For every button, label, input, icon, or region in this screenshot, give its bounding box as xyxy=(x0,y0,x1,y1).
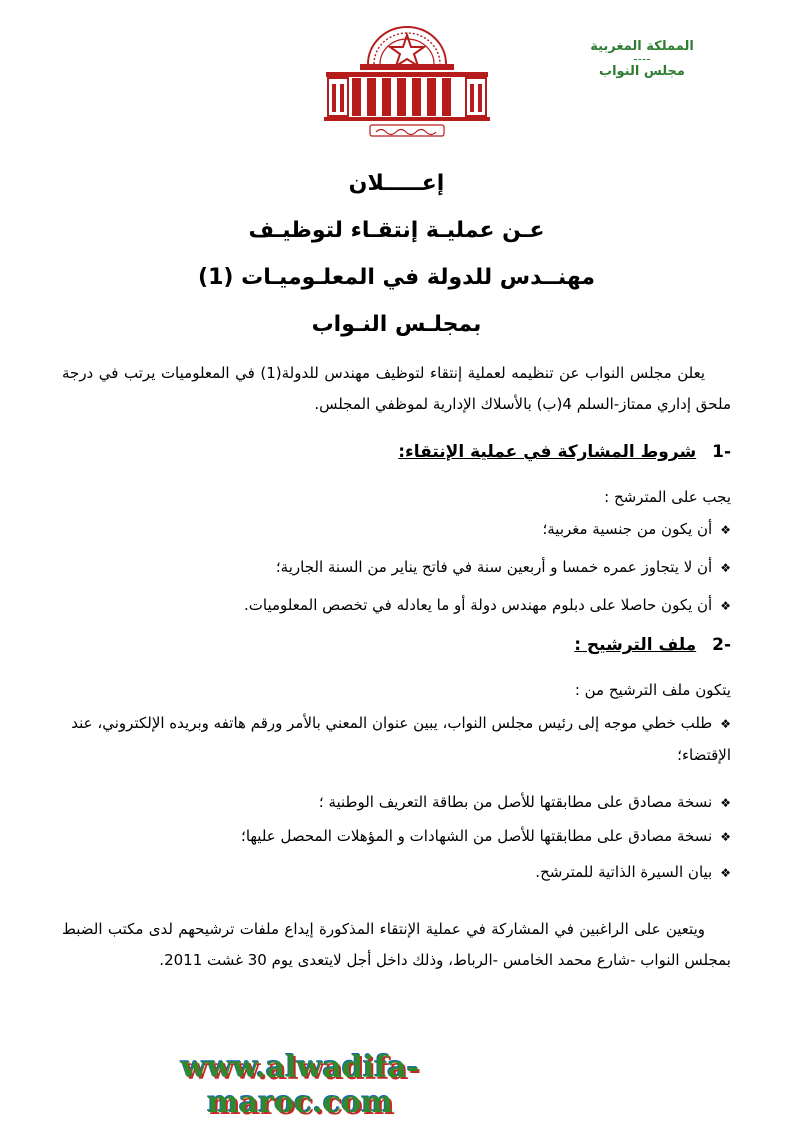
list-item: ❖أن لا يتجاوز عمره خمسا و أربعين سنة في فاتح يناير من السنة الجارية؛ xyxy=(276,552,731,583)
list-item: ❖أن يكون من جنسية مغربية؛ xyxy=(542,514,731,545)
section-1-lead: يجب على المترشح : xyxy=(604,488,731,506)
bullet-icon: ❖ xyxy=(720,523,731,537)
kingdom-name: المملكة المغربية xyxy=(590,39,694,54)
section-1-title: شروط المشاركة في عملية الإنتقاء: xyxy=(398,442,697,462)
list-item: ❖أن يكون حاصلا على دبلوم مهندس دولة أو ما يعادله في تخصص المعلوميات. xyxy=(244,590,731,621)
watermark-url: www.alwadifa-maroc.com xyxy=(180,1050,420,1120)
list-item: ❖بيان السيرة الذاتية للمترشح. xyxy=(535,857,731,888)
parliament-emblem-icon xyxy=(318,22,496,140)
title-line-2: عـن عمليـة إنتقـاء لتوظيـف xyxy=(248,218,545,243)
bullet-icon: ❖ xyxy=(720,561,731,575)
title-line-4: بمجلـس النـواب xyxy=(311,312,482,337)
section-1-heading xyxy=(398,437,731,467)
bullet-icon: ❖ xyxy=(720,830,731,844)
header-separator xyxy=(587,55,697,63)
bullet-icon: ❖ xyxy=(720,796,731,810)
intro-paragraph: يعلن مجلس النواب عن تنظيمه لعملية إنتقاء لتوظيف مهندس للدولة(1) في المعلوميات يرتب في درجة ملحق إداري ممتاز-السلم 4(ب) بالأسلاك الإدارية لموظفي المجلس. xyxy=(62,364,731,413)
bullet-icon: ❖ xyxy=(720,599,731,613)
closing-paragraph: ويتعين على الراغبين في المشاركة في عملية الإنتقاء المذكورة إيداع ملفات ترشيحهم لدى مكتب الضبط بمجلس النواب -شارع محمد الخامس -الرباط، وذلك داخل أجل لايتعدى يوم 30 غشت 2011. xyxy=(62,920,731,969)
bullet-icon: ❖ xyxy=(720,717,731,731)
section-1-number: -1 xyxy=(712,442,731,462)
list-item: ❖نسخة مصادق على مطابقتها للأصل من الشهادات و المؤهلات المحصل عليها؛ xyxy=(241,821,731,852)
bullet-icon: ❖ xyxy=(720,866,731,880)
section-2-number: -2 xyxy=(712,635,731,655)
section-2-title: ملف الترشيح : xyxy=(574,635,697,655)
title-line-1: إعـــــلان xyxy=(348,171,445,196)
title-line-3: مهنــدس للدولة في المعلـوميـات (1) xyxy=(198,265,595,290)
list-item: ❖طلب خطي موجه إلى رئيس مجلس النواب، يبين عنوان المعني بالأمر ورقم هاتفه وبريده الإلكتروني، عند الإقتضاء؛ xyxy=(62,708,731,771)
institution-name: مجلس النواب xyxy=(599,64,685,79)
section-2-lead: يتكون ملف الترشيح من : xyxy=(574,681,731,699)
section-2-heading xyxy=(574,630,731,660)
list-item: ❖نسخة مصادق على مطابقتها للأصل من بطاقة التعريف الوطنية ؛ xyxy=(319,787,731,818)
announcement-titles xyxy=(100,160,693,348)
header-organization xyxy=(587,38,697,80)
